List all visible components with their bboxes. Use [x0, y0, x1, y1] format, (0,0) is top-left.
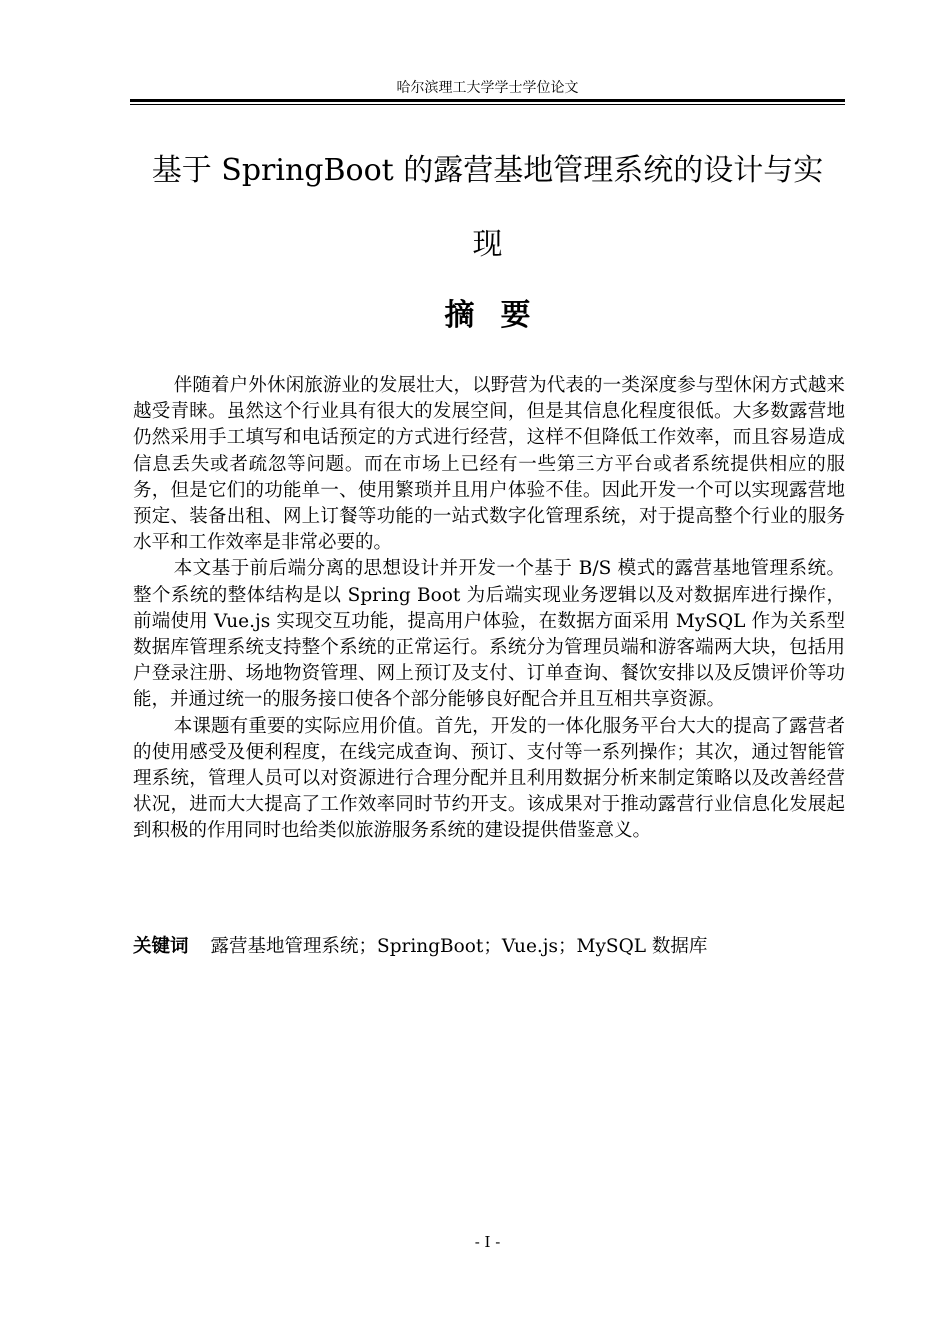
abstract-paragraph-2: 本文基于前后端分离的思想设计并开发一个基于 B/S 模式的露营基地管理系统。整个系统的整体结构是以 Spring Boot 为后端实现业务逻辑以及对数据库进行操作，前端使用 Vue.js 实现交互功能，提高用户体验，在数据方面采用 MySQL 作为关系型数据库管理系统支持整个系统的正常运行。系统分为管理员端和游客端两大块，包括用户登录注册、场地物资管理、网上预订及支付、订单查询、餐饮安排以及反馈评价等功能，并通过统一的服务接口使各个部分能够良好配合并且互相共享资源。 [133, 558, 845, 711]
thesis-title-line-2: 现 [472, 227, 503, 262]
abstract-body [133, 373, 845, 845]
abstract-paragraph-1: 伴随着户外休闲旅游业的发展壮大，以野营为代表的一类深度参与型休闲方式越来越受青睐。虽然这个行业具有很大的发展空间，但是其信息化程度很低。大多数露营地仍然采用手工填写和电话预定的方式进行经营，这样不但降低工作效率，而且容易造成信息丢失或者疏忽等问题。而在市场上已经有一些第三方平台或者系统提供相应的服务，但是它们的功能单一、使用繁琐并且用户体验不佳。因此开发一个可以实现露营地预定、装备出租、网上订餐等功能的一站式数字化管理系统，对于提高整个行业的服务水平和工作效率是非常必要的。 [133, 375, 845, 554]
thesis-title-line-1: 基于 SpringBoot 的露营基地管理系统的设计与实 [151, 153, 824, 188]
abstract-heading: 摘要 [444, 298, 557, 333]
page-number: - I - [474, 1233, 501, 1251]
thesis-title [130, 134, 845, 282]
header-rule-thin [130, 104, 845, 105]
header-rule [130, 99, 845, 102]
keywords-label: 关键词 [133, 936, 189, 957]
keywords-line [133, 934, 845, 960]
keywords-text: 露营基地管理系统；SpringBoot；Vue.js；MySQL 数据库 [210, 936, 708, 957]
running-header: 哈尔滨理工大学学士学位论文 [396, 80, 579, 96]
abstract-paragraph-3: 本课题有重要的实际应用价值。首先，开发的一体化服务平台大大的提高了露营者的使用感受及便利程度，在线完成查询、预订、支付等一系列操作；其次，通过智能管理系统，管理人员可以对资源进行合理分配并且利用数据分析来制定策略以及改善经营状况，进而大大提高了工作效率同时节约开支。该成果对于推动露营行业信息化发展起到积极的作用同时也给类似旅游服务系统的建设提供借鉴意义。 [133, 715, 845, 842]
